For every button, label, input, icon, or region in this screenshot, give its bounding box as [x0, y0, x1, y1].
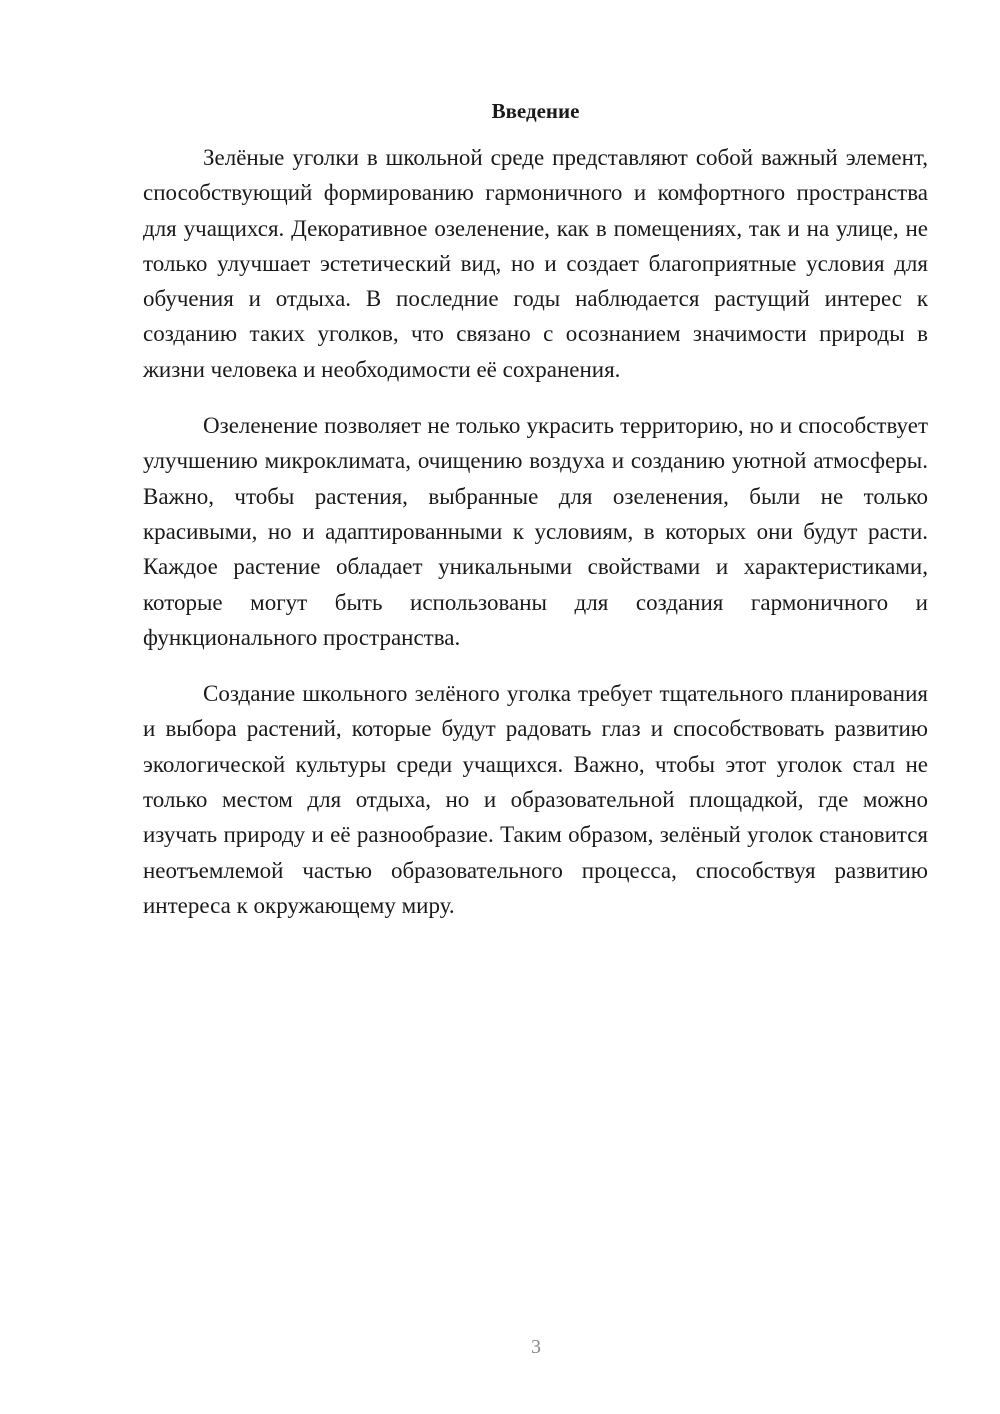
section-title: Введение: [491, 99, 580, 123]
page-number: 3: [531, 1336, 541, 1358]
body-text: [143, 140, 928, 944]
paragraph: Озеленение позволяет не только украсить территорию, но и способствует улучшению микроклимата, очищению воздуха и созданию уютной атмосферы. Важно, чтобы растения, выбранные для озеленения, были не только красивыми, но и адаптированными к условиям, в которых они будут расти. Каждое растение обладает уникальными свойствами и характеристиками, которые могут быть использованы для создания гармоничного и функционального пространства.: [143, 413, 928, 650]
paragraph: Зелёные уголки в школьной среде представляют собой важный элемент, способствующий формированию гармоничного и комфортного пространства для учащихся. Декоративное озеленение, как в помещениях, так и на улице, не только улучшает эстетический вид, но и создает благоприятные условия для обучения и отдыха. В последние годы наблюдается растущий интерес к созданию таких уголков, что связано с осознанием значимости природы в жизни человека и необходимости её сохранения.: [143, 145, 928, 382]
paragraph: Создание школьного зелёного уголка требует тщательного планирования и выбора растений, которые будут радовать глаз и способствовать развитию экологической культуры среди учащихся. Важно, чтобы этот уголок стал не только местом для отдыха, но и образовательной площадкой, где можно изучать природу и её разнообразие. Таким образом, зелёный уголок становится неотъемлемой частью образовательного процесса, способствуя развитию интереса к окружающему миру.: [143, 681, 928, 918]
